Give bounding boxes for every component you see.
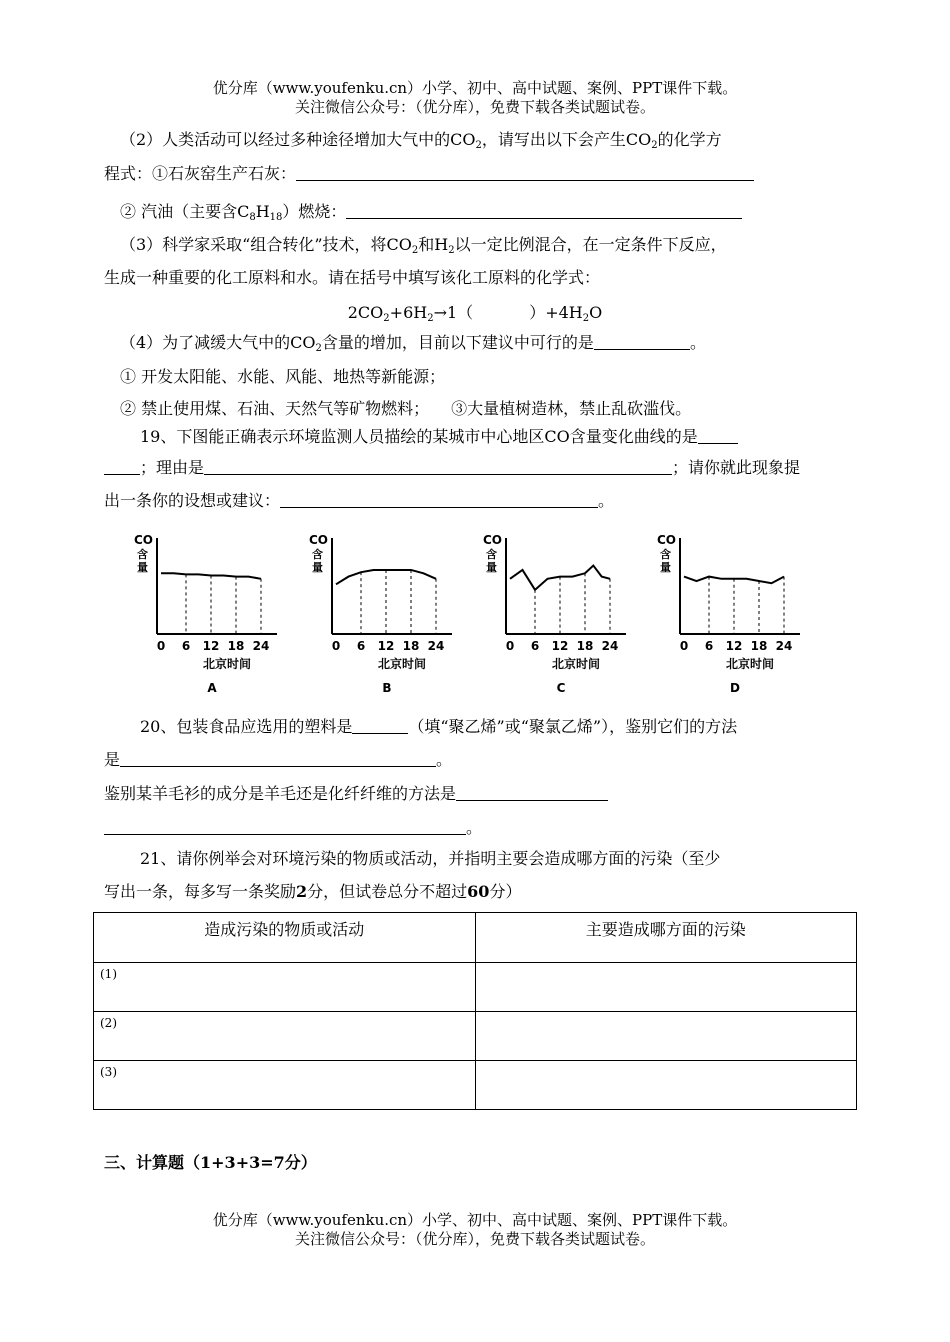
x-tick-label: 0 xyxy=(156,639,166,653)
q21-line1: 21、请你例举会对环境污染的物质或活动，并指明主要会造成哪方面的污染（至少 xyxy=(140,849,721,868)
y-axis-label: 量 xyxy=(486,561,497,574)
x-tick-label: 18 xyxy=(576,639,594,653)
q18-part3-line2: 生成一种重要的化工原料和水。请在括号中填写该化工原料的化学式： xyxy=(104,268,601,287)
x-tick-label: 0 xyxy=(331,639,341,653)
y-axis-label: 含 xyxy=(137,548,148,561)
q18-part4: （4）为了减缓大气中的$CO_2$含量的增加，目前以下建议中可行的是 。 xyxy=(120,333,706,354)
answer-blank[interactable] xyxy=(204,458,672,475)
x-tick-label: 18 xyxy=(750,639,768,653)
x-axis-label: 北京时间 xyxy=(725,657,775,671)
option-2-3: ② 禁止使用煤、石油、天然气等矿物燃料； ③大量植树造林，禁止乱砍滥伐。 xyxy=(120,399,692,418)
table-header-cell: 造成污染的物质或活动 xyxy=(94,913,476,963)
q19-line2: ；理由是 ；请你就此现象提 xyxy=(104,457,800,479)
x-tick-label: 6 xyxy=(356,639,366,653)
x-tick-label: 12 xyxy=(377,639,395,653)
table-cell[interactable] xyxy=(475,1061,857,1110)
y-axis-label: 含 xyxy=(486,548,497,561)
x-tick-label: 18 xyxy=(402,639,420,653)
answer-blank[interactable] xyxy=(346,202,742,219)
x-tick-label: 24 xyxy=(252,639,270,653)
answer-blank[interactable] xyxy=(104,818,466,835)
y-axis-label: CO xyxy=(134,533,154,547)
chemical-equation: $2CO_2+6H_2\to 1$（ ）$+4H_2O$ xyxy=(347,303,603,324)
table-header-row xyxy=(94,913,857,963)
q19-line1: 19、下图能正确表示环境监测人员描绘的某城市中心地区CO含量变化曲线的是 xyxy=(140,426,738,448)
x-tick-label: 6 xyxy=(530,639,540,653)
q20-line3: 鉴别某羊毛衫的成分是羊毛还是化纤纤维的方法是 xyxy=(104,783,608,805)
y-axis-label: CO xyxy=(309,533,329,547)
chart-letter: B xyxy=(382,681,392,695)
q20-line1: 20、包装食品应选用的塑料是 （填“聚乙烯”或“聚氯乙烯”），鉴别它们的方法 xyxy=(140,717,738,736)
pollution-table xyxy=(93,912,857,1110)
y-axis-label: 量 xyxy=(660,561,671,574)
answer-blank[interactable] xyxy=(104,458,140,475)
chart-letter: C xyxy=(556,681,566,695)
x-axis-label: 北京时间 xyxy=(551,657,601,671)
answer-blank[interactable] xyxy=(296,164,754,181)
y-axis-label: 含 xyxy=(312,548,323,561)
co-chart-a[interactable] xyxy=(132,528,292,698)
co-chart-b[interactable] xyxy=(307,528,467,698)
q20-line4: 。 xyxy=(104,817,482,839)
x-axis-label: 北京时间 xyxy=(202,657,252,671)
table-row xyxy=(94,963,857,1012)
x-tick-label: 12 xyxy=(725,639,743,653)
x-tick-label: 0 xyxy=(505,639,515,653)
table-row xyxy=(94,1061,857,1110)
y-axis-label: CO xyxy=(483,533,503,547)
x-tick-label: 12 xyxy=(202,639,220,653)
answer-blank[interactable] xyxy=(698,427,738,444)
answer-blank[interactable] xyxy=(594,333,690,350)
chart-letter: D xyxy=(730,681,740,695)
header-line-1: 优分库（www.youfenku.cn）小学、初中、高中试题、案例、PPT课件下载。 xyxy=(212,79,738,97)
answer-blank[interactable] xyxy=(120,750,436,767)
answer-blank[interactable] xyxy=(352,717,408,734)
y-axis-label: 量 xyxy=(312,561,323,574)
q18-part2-line2: 程式：①石灰窑生产石灰： xyxy=(104,163,754,185)
y-axis-label: CO xyxy=(657,533,677,547)
x-tick-label: 24 xyxy=(427,639,445,653)
x-tick-label: 0 xyxy=(679,639,689,653)
table-cell[interactable] xyxy=(475,963,857,1012)
x-tick-label: 24 xyxy=(601,639,619,653)
y-axis-label: 量 xyxy=(137,561,148,574)
x-tick-label: 24 xyxy=(775,639,793,653)
table-row xyxy=(94,1012,857,1061)
table-cell[interactable]: (3) xyxy=(94,1061,476,1110)
footer-line-2: 关注微信公众号：（优分库），免费下载各类试题试卷。 xyxy=(294,1230,655,1248)
table-cell[interactable]: (1) xyxy=(94,963,476,1012)
q18-part3-line1: （3）科学家采取“组合转化”技术，将$CO_2$和$H_2$以一定比例混合，在一定条件下反应， xyxy=(120,235,727,256)
answer-blank[interactable] xyxy=(456,784,608,801)
q19-line3: 出一条你的设想或建议： 。 xyxy=(104,491,615,510)
x-tick-label: 6 xyxy=(704,639,714,653)
co-chart-c[interactable] xyxy=(481,528,641,698)
section-3-title: 三、计算题（1+3+3=7分） xyxy=(104,1153,317,1172)
q20-line2: 是 。 xyxy=(104,750,453,769)
y-axis-label: 含 xyxy=(660,548,671,561)
x-tick-label: 18 xyxy=(227,639,245,653)
x-tick-label: 12 xyxy=(551,639,569,653)
table-cell[interactable] xyxy=(475,1012,857,1061)
footer-line-1: 优分库（www.youfenku.cn）小学、初中、高中试题、案例、PPT课件下载。 xyxy=(212,1211,738,1229)
header-line-2: 关注微信公众号：（优分库），免费下载各类试题试卷。 xyxy=(294,98,655,116)
q18-part2-line3: ② 汽油（主要含$C_8H_{18}$）燃烧： xyxy=(120,201,742,223)
chart-letter: A xyxy=(207,681,217,695)
q21-line2: 写出一条，每多写一条奖励2分，但试卷总分不超过60分） xyxy=(104,882,522,901)
co-chart-d[interactable] xyxy=(655,528,815,698)
x-axis-label: 北京时间 xyxy=(377,657,427,671)
answer-blank[interactable] xyxy=(280,491,598,508)
table-header-cell: 主要造成哪方面的污染 xyxy=(475,913,857,963)
table-cell[interactable]: (2) xyxy=(94,1012,476,1061)
q18-part2-line1: （2）人类活动可以经过多种途径增加大气中的$CO_2$，请写出以下会产生$CO_2$的化学方 xyxy=(120,130,722,151)
x-tick-label: 6 xyxy=(181,639,191,653)
option-1: ① 开发太阳能、水能、风能、地热等新能源； xyxy=(120,367,446,386)
